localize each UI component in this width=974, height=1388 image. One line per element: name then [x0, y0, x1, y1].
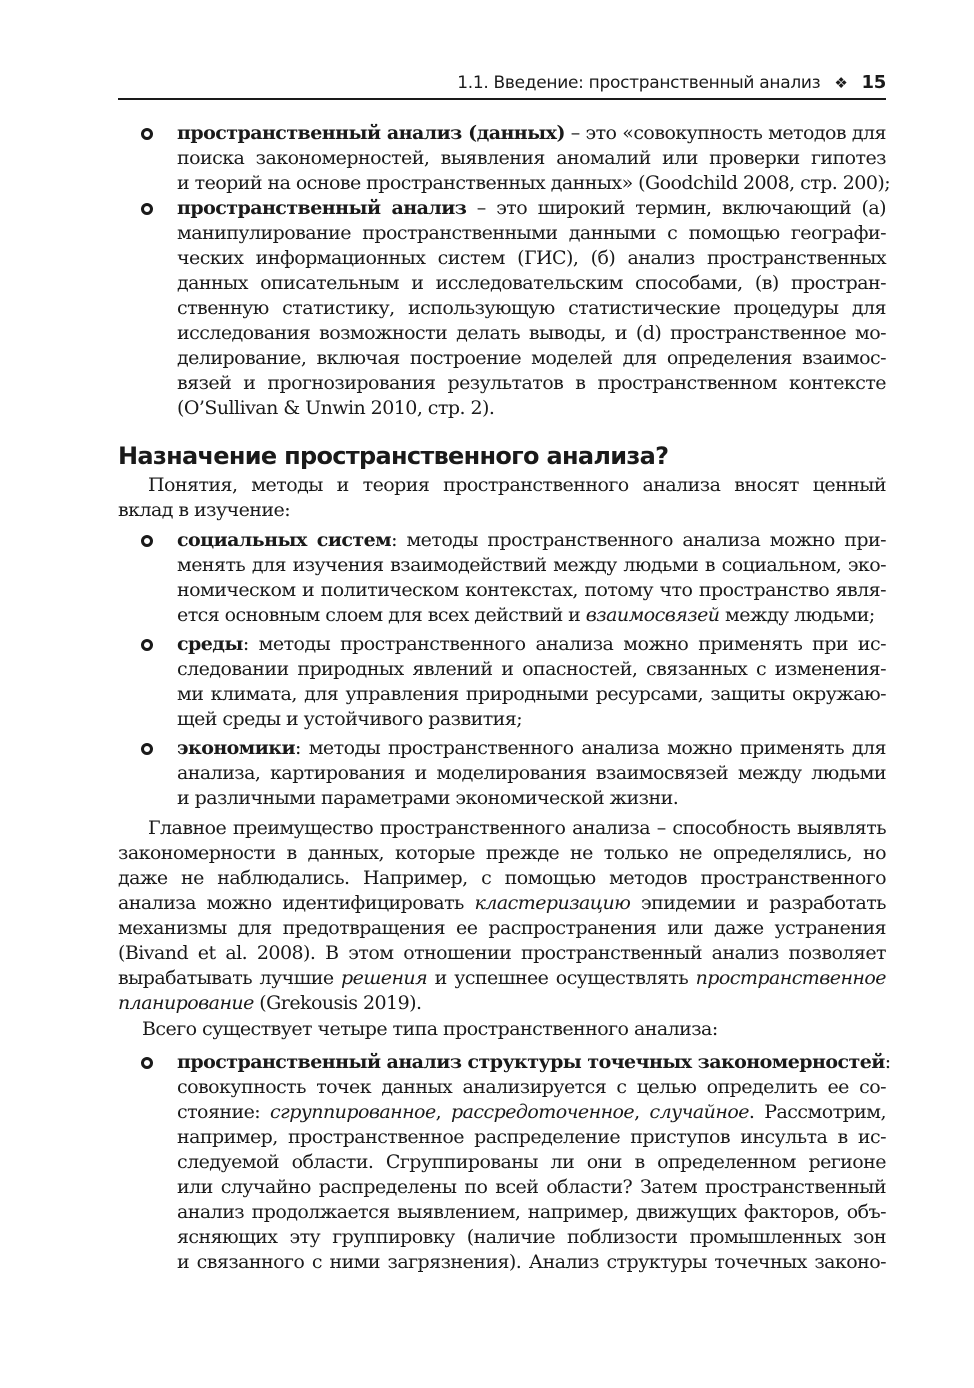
- text-run: и связанного с ними загрязнения). Анализ структуры точечных законо-: [177, 1251, 886, 1273]
- text-line: [177, 578, 886, 603]
- text-run: анализа, картирования и моделирования взаимосвязей между людьми: [177, 762, 886, 784]
- text-run: совокупность точек данных анализируется с целью определить ее со-: [177, 1076, 886, 1098]
- text-run: щей среды и устойчивого развития;: [177, 708, 523, 730]
- text-run: поиска закономерностей, выявления аномалий или проверки гипотез: [177, 147, 886, 169]
- text-line: [118, 1017, 886, 1042]
- text-line: [177, 528, 886, 553]
- text-run: – это «совокупность методов для: [564, 122, 886, 144]
- text-run: следовании природных явлений и опасностей, связанных с изменения-: [177, 658, 886, 680]
- paragraph: [118, 473, 886, 523]
- bullet-circle-icon: [141, 535, 153, 547]
- text-line: [177, 1125, 886, 1150]
- text-run: ,: [435, 1101, 452, 1123]
- text-line: [177, 707, 886, 732]
- chapter-title: 1.1. Введение: пространственный анализ: [457, 73, 821, 93]
- text-run: . Рассмотрим,: [748, 1101, 887, 1123]
- italic-term: пространственное: [695, 967, 886, 989]
- text-run: вклад в изучение:: [118, 499, 291, 521]
- types-list: [118, 1050, 891, 1275]
- text-line: [177, 246, 886, 271]
- bullet-circle-icon: [141, 203, 153, 215]
- text-run: Понятия, методы и теория пространственного анализа вносят ценный: [148, 474, 886, 496]
- text-line: [118, 916, 886, 941]
- text-run: :: [884, 1051, 891, 1073]
- italic-term: кластеризацию: [474, 892, 631, 914]
- bold-term: социальных систем: [177, 529, 392, 551]
- italic-term: взаимосвязей: [585, 604, 720, 626]
- bullet-circle-icon: [141, 639, 153, 651]
- text-line: [177, 371, 886, 396]
- text-line: [177, 271, 886, 296]
- text-run: и различными параметрами экономической жизни.: [177, 787, 679, 809]
- text-run: – это широкий термин, включающий (a): [466, 197, 886, 219]
- text-line: [177, 1075, 886, 1100]
- text-line: [177, 296, 886, 321]
- text-run: ственную статистику, использующую статистические процедуры для: [177, 297, 886, 319]
- bullet-item: [118, 121, 891, 196]
- bullet-circle-icon: [141, 1057, 153, 1069]
- text-run: анализа можно идентифицировать: [118, 892, 475, 914]
- text-run: вязей и прогнозирования результатов в пространственном контексте: [177, 372, 886, 394]
- italic-term: планирование: [118, 992, 254, 1014]
- text-run: ми климата, для управления природными ресурсами, защиты окружаю-: [177, 683, 886, 705]
- bold-term: пространственный анализ (данных): [177, 122, 565, 144]
- text-run: стояние:: [177, 1101, 271, 1123]
- italic-term: сгруппированное: [270, 1101, 436, 1123]
- text-line: [177, 682, 886, 707]
- text-run: и успешнее осуществлять: [427, 967, 696, 989]
- text-line: [177, 1175, 886, 1200]
- bullet-item: [118, 736, 886, 811]
- text-run: менять для изучения взаимодействий между людьми в социальном, эко-: [177, 554, 886, 576]
- ornament-icon: ❖: [834, 74, 848, 92]
- text-line: [177, 1225, 886, 1250]
- bullet-item: [118, 528, 886, 628]
- text-line: [177, 396, 886, 421]
- text-run: делирование, включая построение моделей для определения взаимос-: [177, 347, 886, 369]
- text-line: [177, 786, 886, 811]
- text-line: [118, 941, 886, 966]
- text-line: [118, 473, 886, 498]
- text-run: закономерности в данных, которые прежде не только не определялись, но: [118, 842, 886, 864]
- text-run: или случайно распределены по всей области? Затем пространственный: [177, 1176, 886, 1198]
- italic-term: рассредоточенное: [451, 1101, 635, 1123]
- bold-term: среды: [177, 633, 243, 655]
- italic-term: случайное: [649, 1101, 749, 1123]
- definition-list: [118, 121, 891, 421]
- text-run: вырабатывать лучшие: [118, 967, 342, 989]
- running-header: [118, 72, 886, 100]
- bullet-item: [118, 1050, 891, 1275]
- bullet-circle-icon: [141, 128, 153, 140]
- text-line: [177, 1150, 886, 1175]
- text-line: [118, 991, 886, 1016]
- text-line: [177, 146, 886, 171]
- paragraph: [118, 1017, 886, 1042]
- text-line: [118, 816, 886, 841]
- text-run: ется основным слоем для всех действий и: [177, 604, 586, 626]
- purpose-list: [118, 528, 886, 811]
- text-line: [177, 1200, 886, 1225]
- section-heading: Назначение пространственного анализа?: [118, 442, 669, 470]
- text-run: Главное преимущество пространственного анализа – способность выявлять: [148, 817, 886, 839]
- text-line: [177, 321, 886, 346]
- bold-term: пространственный анализ: [177, 197, 467, 219]
- text-line: [177, 121, 886, 146]
- bullet-item: [118, 632, 886, 732]
- text-line: [118, 891, 886, 916]
- text-run: (Grekousis 2019).: [253, 992, 422, 1014]
- text-run: номическом и политическом контекстах, потому что пространство явля-: [177, 579, 886, 601]
- text-run: анализ продолжается выявлением, например, движущих факторов, объ-: [177, 1201, 886, 1223]
- text-run: между людьми;: [719, 604, 875, 626]
- bullet-item: [118, 196, 886, 421]
- text-line: [177, 603, 886, 628]
- text-line: [177, 1050, 891, 1075]
- italic-term: решения: [341, 967, 428, 989]
- text-run: (O’Sullivan & Unwin 2010, стр. 2).: [177, 397, 495, 419]
- text-run: Всего существует четыре типа пространственного анализа:: [142, 1018, 718, 1040]
- text-line: [118, 498, 886, 523]
- bold-term: экономики: [177, 737, 296, 759]
- text-line: [177, 221, 886, 246]
- text-line: [118, 866, 886, 891]
- text-run: и теорий на основе пространственных данных» (Goodchild 2008, стр. 200);: [177, 172, 891, 194]
- text-line: [118, 966, 886, 991]
- text-run: эпидемии и разработать: [630, 892, 886, 914]
- text-run: даже не наблюдались. Например, с помощью методов пространственного: [118, 867, 886, 889]
- text-run: манипулирование пространственными данными с помощью географи-: [177, 222, 886, 244]
- text-line: [177, 736, 886, 761]
- text-line: [177, 196, 886, 221]
- text-line: [177, 171, 891, 196]
- text-line: [177, 1250, 886, 1275]
- text-run: следуемой области. Сгруппированы ли они в определенном регионе: [177, 1151, 886, 1173]
- text-run: : методы пространственного анализа можно применять для: [295, 737, 886, 759]
- bullet-circle-icon: [141, 743, 153, 755]
- bold-term: пространственный анализ структуры точечных закономерностей: [177, 1051, 885, 1073]
- page-number: 15: [861, 72, 886, 93]
- text-line: [118, 841, 886, 866]
- book-page: [118, 72, 891, 1275]
- text-run: ческих информационных систем (ГИС), (б) анализ пространственных: [177, 247, 886, 269]
- text-run: ,: [634, 1101, 650, 1123]
- text-run: исследования возможности делать выводы, и (d) пространственное мо-: [177, 322, 886, 344]
- text-run: (Bivand et al. 2008). В этом отношении пространственный анализ позволяет: [118, 942, 886, 964]
- text-line: [177, 632, 886, 657]
- text-run: ясняющих эту группировку (наличие поблизости промышленных зон: [177, 1226, 886, 1248]
- text-line: [177, 553, 886, 578]
- paragraph: [118, 816, 886, 1016]
- text-run: например, пространственное распределение приступов инсульта в ис-: [177, 1126, 886, 1148]
- text-run: : методы пространственного анализа можно при-: [391, 529, 886, 551]
- text-line: [177, 761, 886, 786]
- text-line: [177, 1100, 886, 1125]
- text-line: [177, 346, 886, 371]
- text-line: [177, 657, 886, 682]
- text-run: : методы пространственного анализа можно применять при ис-: [242, 633, 886, 655]
- text-run: механизмы для предотвращения ее распространения или даже устранения: [118, 917, 886, 939]
- text-run: данных описательным и исследовательским способами, (в) простран-: [177, 272, 886, 294]
